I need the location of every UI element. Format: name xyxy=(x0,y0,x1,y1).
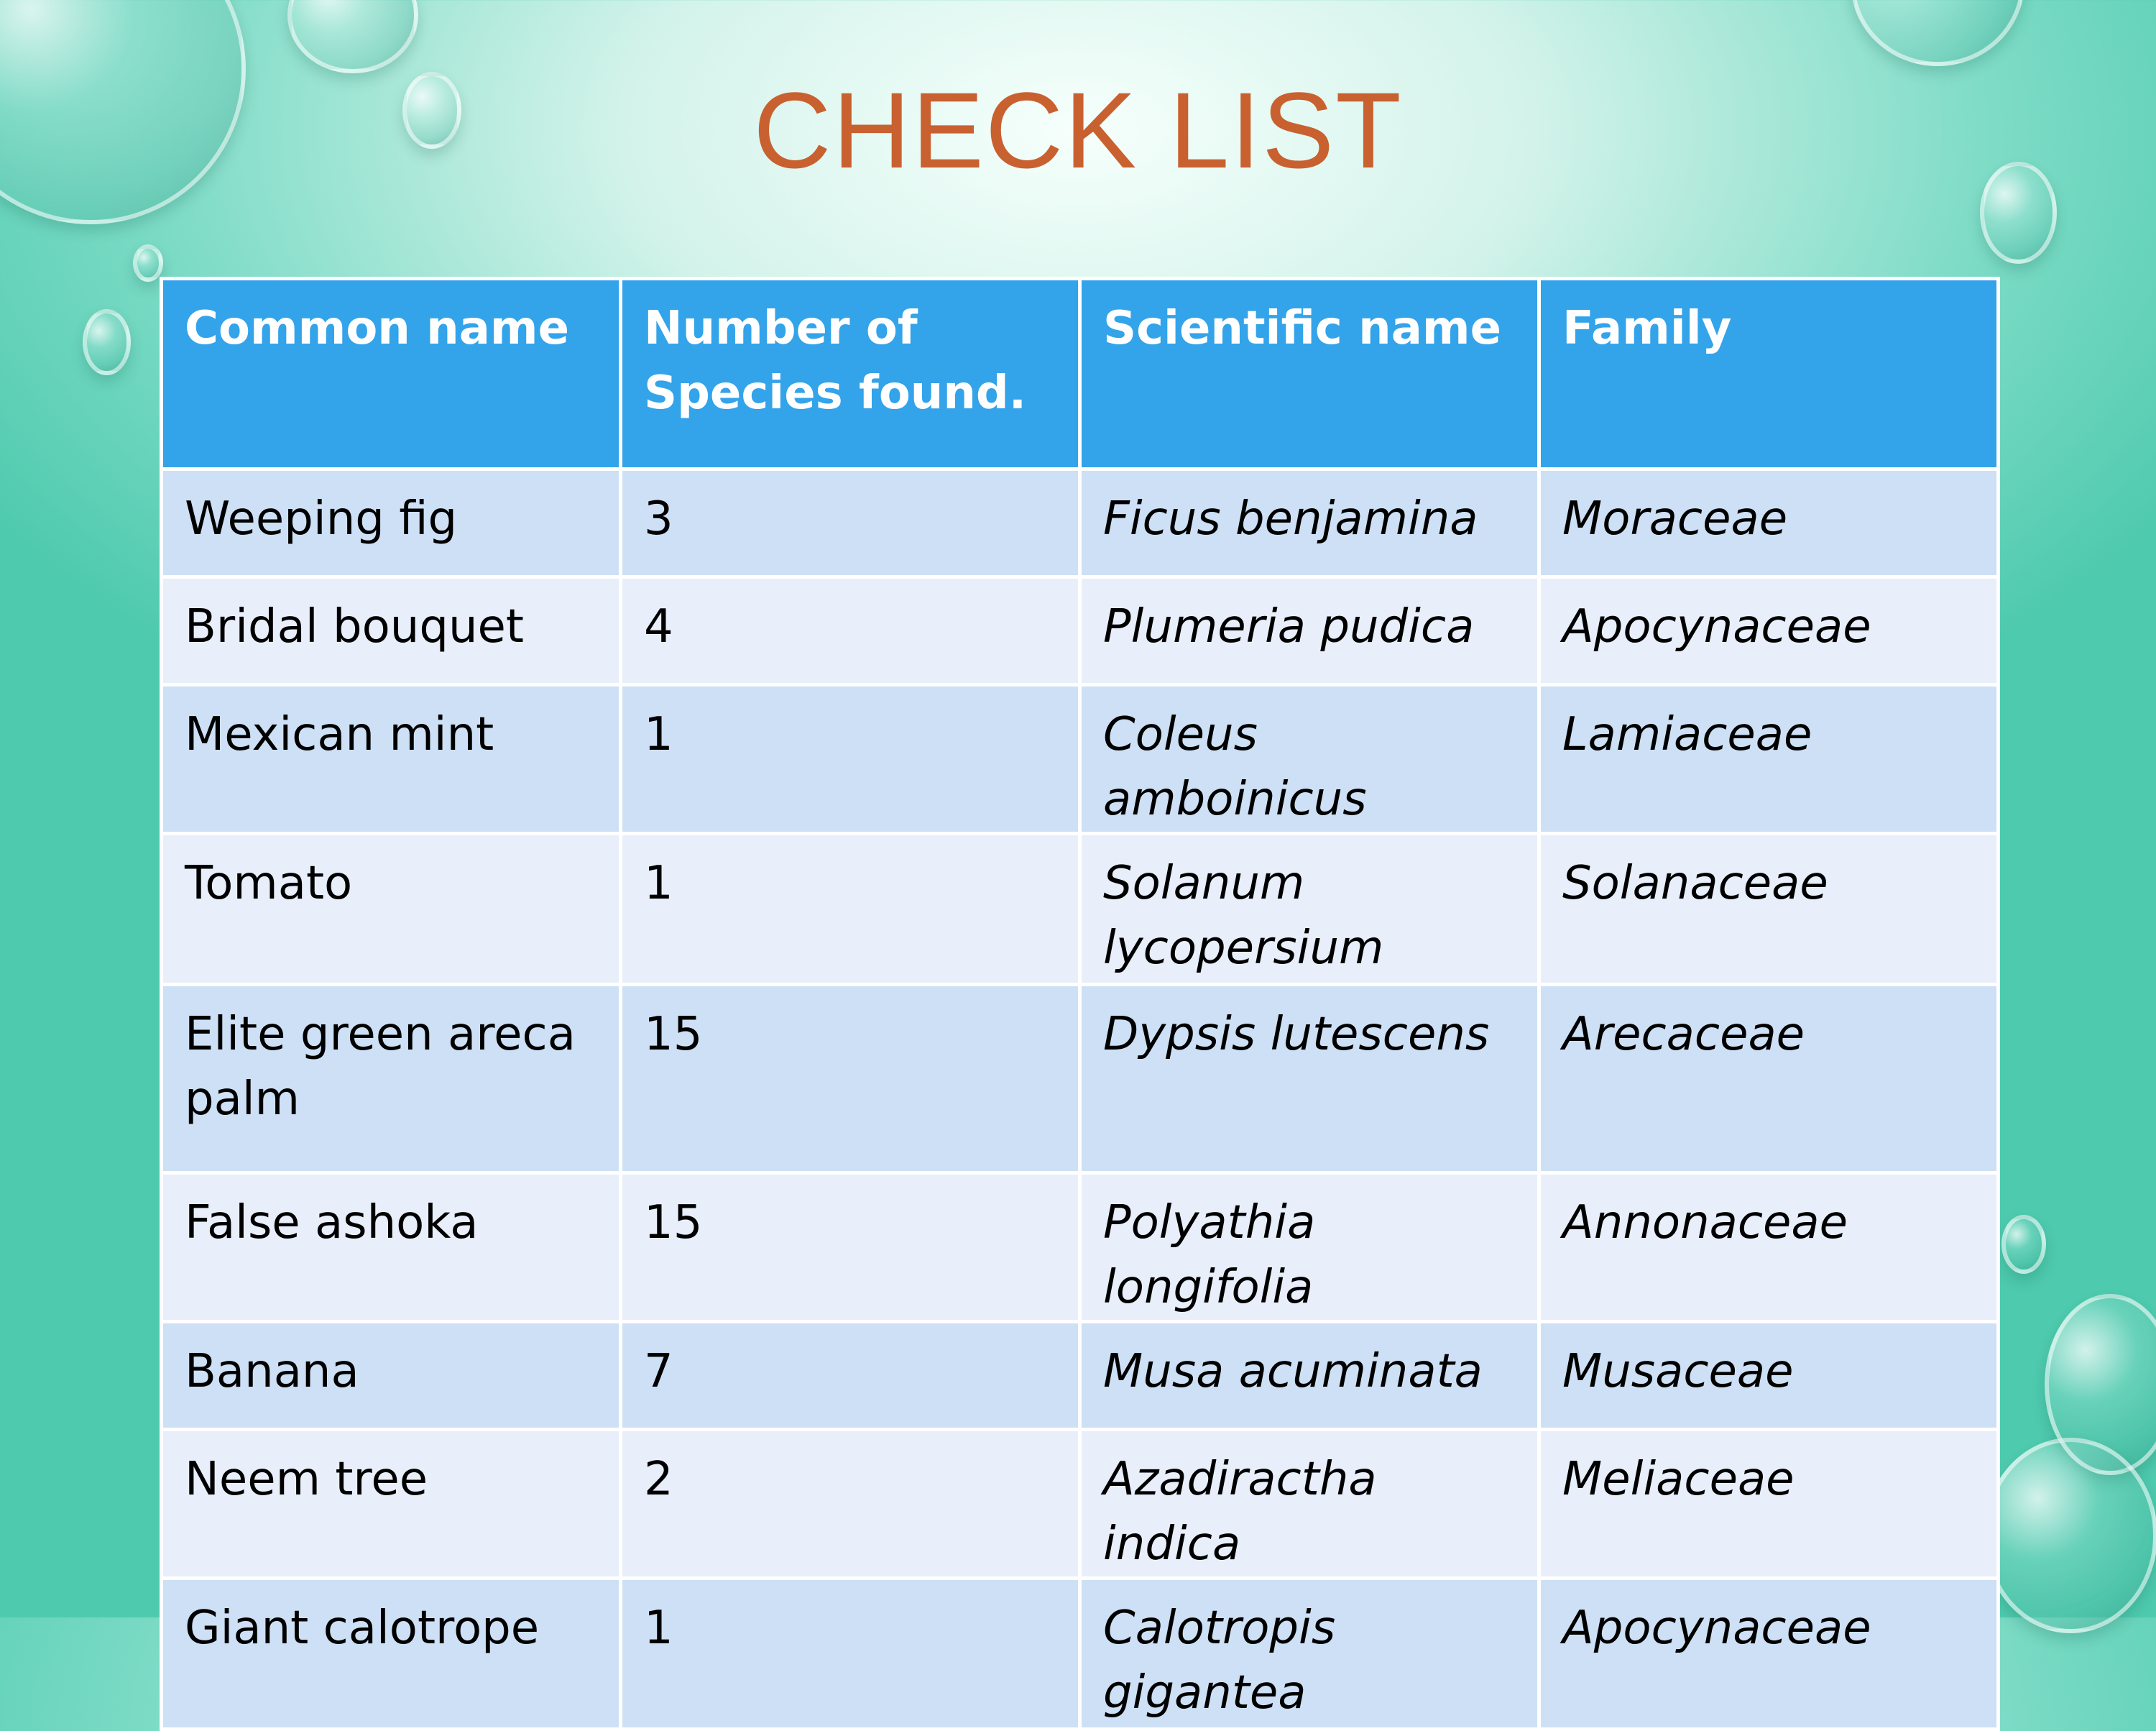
scientific-name-cell: Coleus amboinicus xyxy=(1080,685,1539,834)
species-count-cell: 1 xyxy=(621,685,1080,834)
water-droplet-decoration xyxy=(287,0,418,73)
scientific-name-cell: Polyathia longifolia xyxy=(1080,1173,1539,1322)
slide-title: CHECK LIST xyxy=(753,70,1403,190)
table-row xyxy=(162,1173,1999,1322)
water-droplet-decoration xyxy=(83,309,131,375)
table-row xyxy=(162,685,1999,834)
scientific-name-cell: Plumeria pudica xyxy=(1080,577,1539,685)
scientific-name-cell: Solanum lycopersium xyxy=(1080,834,1539,985)
checklist-table xyxy=(160,277,2000,1731)
common-name-cell: False ashoka xyxy=(162,1173,621,1322)
header-common-name: Common name xyxy=(162,279,621,469)
scientific-name-cell: Musa acuminata xyxy=(1080,1322,1539,1430)
common-name-cell: Tomato xyxy=(162,834,621,985)
species-count-cell: 1 xyxy=(621,834,1080,985)
species-count-cell: 3 xyxy=(621,469,1080,577)
common-name-cell: Elite green areca palm xyxy=(162,985,621,1173)
family-cell: Lamiaceae xyxy=(1539,685,1999,834)
family-cell: Musaceae xyxy=(1539,1322,1999,1430)
table-row xyxy=(162,1579,1999,1730)
water-droplet-decoration xyxy=(1851,0,2024,66)
header-scientific-name: Scientific name xyxy=(1080,279,1539,469)
scientific-name-cell: Ficus benjamina xyxy=(1080,469,1539,577)
water-droplet-decoration xyxy=(133,244,163,282)
family-cell: Meliaceae xyxy=(1539,1430,1999,1579)
family-cell: Solanaceae xyxy=(1539,834,1999,985)
common-name-cell: Neem tree xyxy=(162,1430,621,1579)
header-species-count: Number of Species found. xyxy=(621,279,1080,469)
species-count-cell: 1 xyxy=(621,1579,1080,1730)
scientific-name-cell: Dypsis lutescens xyxy=(1080,985,1539,1173)
family-cell: Arecaceae xyxy=(1539,985,1999,1173)
common-name-cell: Mexican mint xyxy=(162,685,621,834)
common-name-cell: Banana xyxy=(162,1322,621,1430)
table-row xyxy=(162,1322,1999,1430)
water-droplet-decoration xyxy=(1984,1438,2156,1633)
scientific-name-cell: Calotropis gigantea xyxy=(1080,1579,1539,1730)
table-row xyxy=(162,1430,1999,1579)
table-row xyxy=(162,577,1999,685)
table-row xyxy=(162,985,1999,1173)
species-count-cell: 15 xyxy=(621,985,1080,1173)
family-cell: Apocynaceae xyxy=(1539,577,1999,685)
common-name-cell: Bridal bouquet xyxy=(162,577,621,685)
scientific-name-cell: Azadiractha indica xyxy=(1080,1430,1539,1579)
species-count-cell: 4 xyxy=(621,577,1080,685)
table-header-row xyxy=(162,279,1999,469)
family-cell: Moraceae xyxy=(1539,469,1999,577)
common-name-cell: Weeping fig xyxy=(162,469,621,577)
species-count-cell: 2 xyxy=(621,1430,1080,1579)
water-droplet-decoration xyxy=(2001,1215,2046,1274)
species-count-cell: 15 xyxy=(621,1173,1080,1322)
family-cell: Apocynaceae xyxy=(1539,1579,1999,1730)
family-cell: Annonaceae xyxy=(1539,1173,1999,1322)
table-row xyxy=(162,469,1999,577)
table-row xyxy=(162,834,1999,985)
species-count-cell: 7 xyxy=(621,1322,1080,1430)
header-family: Family xyxy=(1539,279,1999,469)
common-name-cell: Giant calotrope xyxy=(162,1579,621,1730)
